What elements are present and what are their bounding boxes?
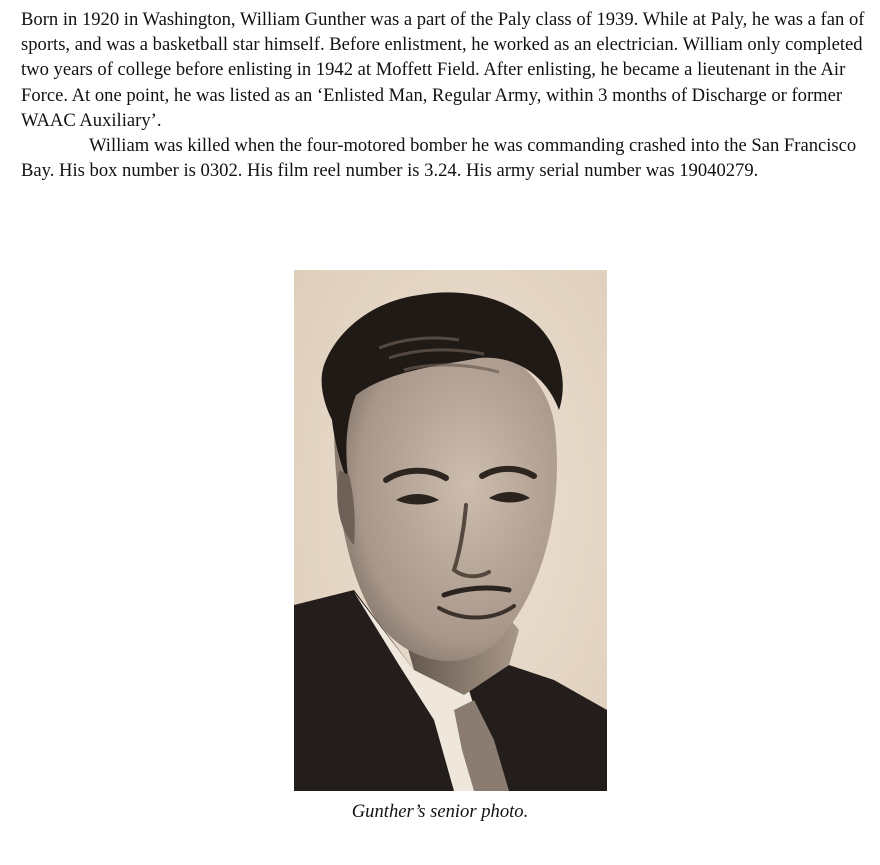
portrait-illustration (294, 270, 607, 791)
biography-paragraph-1: Born in 1920 in Washington, William Gunther was a part of the Paly class of 1939. While at Paly, he was a fan of sports, and was a basketball star himself. Before enlistment, he worked as an electrician. William only completed two years of college before enlisting in 1942 at Moffett Field. After enlisting, he became a lieutenant in the Air Force. At one point, he was listed as an ‘Enlisted Man, Regular Army, within 3 months of Discharge or former WAAC Auxiliary’. (21, 9, 865, 131)
biography-paragraph-2: William was killed when the four-motored bomber he was commanding crashed into the San Francisco Bay. His box number is 0302. His film reel number is 3.24. His army serial number was 19040279. (21, 135, 857, 182)
senior-photo (294, 270, 607, 791)
biography-text (21, 7, 871, 183)
photo-caption: Gunther’s senior photo. (351, 801, 529, 822)
